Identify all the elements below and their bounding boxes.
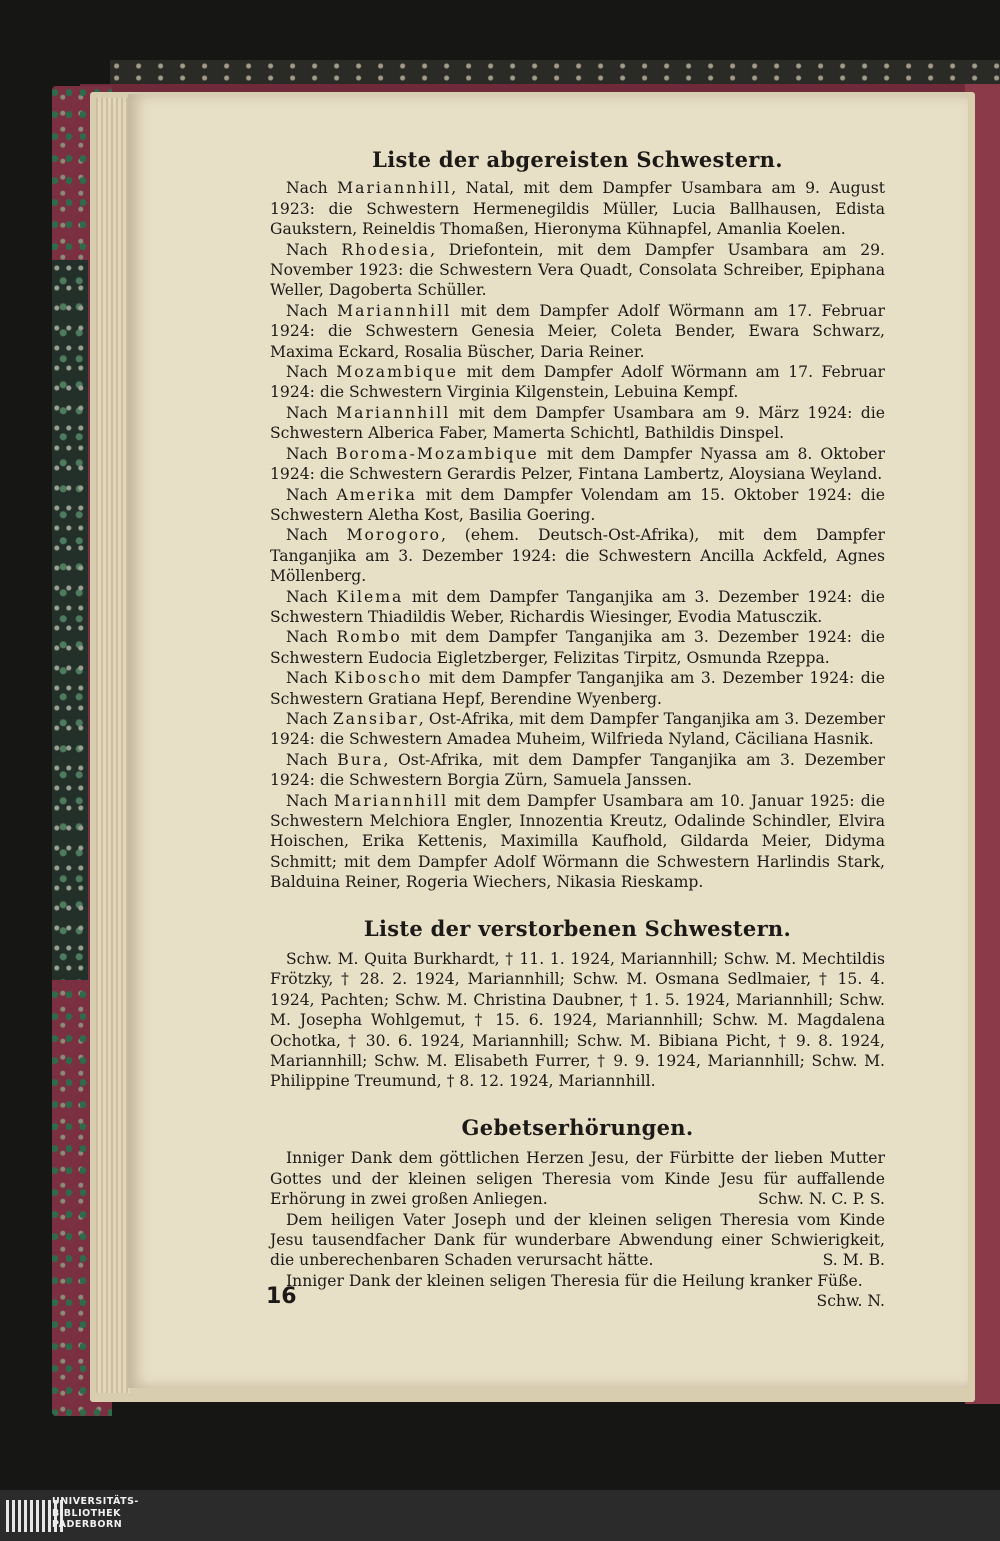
entry-prefix: Nach [286, 628, 337, 647]
entry-prefix: Nach [286, 791, 334, 810]
entry-text: mit dem Dampfer Tanganjika am 3. Dezember 1924: die Schwestern Gratiana Hepf, Berendine Wyenberg. [270, 669, 885, 708]
entry-prefix: Nach [286, 526, 347, 545]
library-name-line2: BIBLIOTHEK [52, 1507, 121, 1519]
destination-place: Kilema [336, 587, 404, 606]
entry-text: mit dem Dampfer Tanganjika am 3. Dezember 1924: die Schwestern Thiadildis Weber, Richardis Wiesinger, Evodia Matusczik. [270, 587, 885, 626]
prayer-list [270, 1148, 885, 1311]
prayer-text: Dem heiligen Vater Joseph und der kleinen seligen Theresia vom Kinde Jesu tausendfacher Dank für wunderbare Abwendung einer Schwierigkeit, die unberechenbaren Schaden verursacht hätte. [270, 1210, 885, 1270]
entry-prefix: Nach [286, 403, 337, 422]
library-footer [0, 1490, 1000, 1541]
entry-prefix: Nach [286, 363, 337, 382]
destination-place: Rombo [336, 628, 402, 647]
departure-entry [270, 587, 885, 628]
destination-place: Mariannhill [333, 791, 449, 810]
destination-place: Zansibar [332, 709, 419, 728]
prayer-entry [270, 1210, 885, 1271]
entry-text: mit dem Dampfer Usambara am 9. März 1924: die Schwestern Alberica Faber, Mamerta Schichtl, Bathildis Dinspel. [270, 403, 885, 443]
prayer-signature: Schw. N. C. P. S. [757, 1190, 885, 1209]
destination-place: Mariannhill [336, 403, 451, 422]
departure-entry [270, 444, 885, 485]
entry-text: mit dem Dampfer Volendam am 15. Oktober 1924: die Schwestern Aletha Kost, Basilia Goering. [270, 485, 885, 524]
library-name-line1: UNIVERSITÄTS- [52, 1496, 139, 1507]
entry-text: , Ost-Afrika, mit dem Dampfer Tanganjika am 3. Dezember 1924: die Schwestern Borgia Zürn, Samuela Janssen. [270, 750, 885, 790]
prayer-entry [270, 1271, 885, 1312]
prayer-entry [270, 1148, 885, 1209]
destination-place: Amerika [336, 485, 417, 504]
library-name-line3: PADERBORN [52, 1519, 123, 1530]
departure-entry [270, 403, 885, 444]
library-name [52, 1496, 139, 1531]
entry-text: mit dem Dampfer Usambara am 10. Januar 1925: die Schwestern Melchiora Engler, Innozentia Kreutz, Odalinde Schindler, Elvira Hoischen, Erika Kettenis, Maximilla Kaufhold, Gildarda Meier, Didyma Schmitt; mit dem Dampfer Adolf Wörmann die Schwestern Harlindis Stark, Balduina Reiner, Rogeria Wiechers, Nikasia Rieskamp. [270, 791, 885, 892]
page-number: 16 [266, 1284, 297, 1309]
entry-prefix: Nach [286, 750, 338, 769]
departure-entry [270, 709, 885, 750]
entry-text: mit dem Dampfer Nyassa am 8. Oktober 1924: die Schwestern Gerardis Pelzer, Fintana Lambertz, Aloysiana Weyland. [270, 444, 885, 484]
departed-list [270, 178, 885, 892]
entry-prefix: Nach [286, 179, 338, 198]
departure-entry [270, 791, 885, 893]
entry-text: mit dem Dampfer Adolf Wörmann am 17. Februar 1924: die Schwestern Genesia Meier, Coleta Bender, Ewara Schwarz, Maxima Eckard, Rosalia Büscher, Daria Reiner. [270, 301, 885, 361]
section-title-departed: Liste der abgereisten Schwestern. [372, 147, 783, 172]
section-title-prayers: Gebetserhörungen. [461, 1114, 694, 1140]
departure-entry [270, 627, 885, 668]
destination-place: Boroma-Mozambique [335, 444, 539, 463]
departure-entry [270, 525, 885, 586]
destination-place: Kiboscho [334, 669, 423, 688]
departure-entry [270, 178, 885, 239]
prayer-text: Inniger Dank dem göttlichen Herzen Jesu, der Fürbitte der lieben Mutter Gottes und der kleinen seligen Theresia vom Kinde Jesu für auffallende Erhörung in zwei großen Anliegen. [270, 1149, 885, 1209]
entry-prefix: Nach [286, 444, 336, 463]
destination-place: Bura [337, 750, 384, 769]
entry-text: , Natal, mit dem Dampfer Usambara am 9. August 1923: die Schwestern Hermenegildis Müller, Lucia Ballhausen, Edista Gaukstern, Reineldis Thomaßen, Hieronyma Kühnapfel, Amanlia Koelen. [270, 179, 885, 239]
entry-text: , Ost-Afrika, mit dem Dampfer Tanganjika am 3. Dezember 1924: die Schwestern Amadea Muheim, Wilfrieda Nyland, Cäciliana Hasnik. [270, 709, 885, 749]
entry-prefix: Nach [286, 587, 337, 606]
departure-entry [270, 362, 885, 403]
entry-text: , Driefontein, mit dem Dampfer Usambara am 29. November 1923: die Schwestern Vera Quadt, Consolata Schreiber, Epiphana Weller, Dagoberta Schüller. [270, 240, 885, 300]
destination-place: Mariannhill [337, 301, 452, 320]
departure-entry [270, 485, 885, 526]
entry-prefix: Nach [286, 485, 337, 504]
destination-place: Mozambique [336, 363, 459, 382]
destination-place: Mariannhill [337, 179, 452, 198]
entry-prefix: Nach [286, 240, 342, 259]
departure-entry [270, 240, 885, 301]
deceased-paragraph: Schw. M. Quita Burkhardt, † 11. 1. 1924, Mariannhill; Schw. M. Mechtildis Frötzky, † 28. 2. 1924, Mariannhill; Schw. M. Osmana Sedlmaier, † 15. 4. 1924, Pachten; Schw. M. Christina Daubner, † 1. 5. 1924, Mariannhill; Schw. M. Josepha Wohlgemut, † 15. 6. 1924, Mariannhill; Schw. M. Magdalena Ochotka, † 30. 6. 1924, Mariannhill; Schw. M. Bibiana Picht, † 9. 8. 1924, Mariannhill; Schw. M. Elisabeth Furrer, † 9. 9. 1924, Mariannhill; Schw. M. Philippine Treumund, † 8. 12. 1924, Mariannhill. [270, 950, 885, 1091]
prayer-signature: Schw. N. [816, 1292, 885, 1311]
destination-place: Morogoro [346, 526, 441, 545]
entry-text: , (ehem. Deutsch-Ost-Afrika), mit dem Dampfer Tanganjika am 3. Dezember 1924: die Schwestern Ancilla Ackfeld, Agnes Möllenberg. [270, 526, 885, 586]
departure-entry [270, 750, 885, 791]
prayer-signature: S. M. B. [822, 1251, 885, 1270]
entry-text: mit dem Dampfer Adolf Wörmann am 17. Februar 1924: die Schwestern Virginia Kilgenstein, Lebuina Kempf. [270, 363, 885, 402]
departure-entry [270, 668, 885, 709]
entry-prefix: Nach [286, 709, 333, 728]
prayer-text: Inniger Dank der kleinen seligen Theresia für die Heilung kranker Füße. [286, 1271, 863, 1290]
destination-place: Rhodesia [341, 240, 431, 259]
page-content [270, 147, 885, 1312]
entry-prefix: Nach [286, 301, 338, 320]
entry-text: mit dem Dampfer Tanganjika am 3. Dezember 1924: die Schwestern Eudocia Eigletzberger, Felizitas Tirpitz, Osmunda Rzeppa. [270, 628, 885, 667]
departure-entry [270, 301, 885, 362]
page-edges [96, 98, 130, 1393]
section-title-deceased: Liste der verstorbenen Schwestern. [363, 915, 792, 941]
marbled-edge-left [52, 260, 88, 980]
entry-prefix: Nach [286, 669, 335, 688]
